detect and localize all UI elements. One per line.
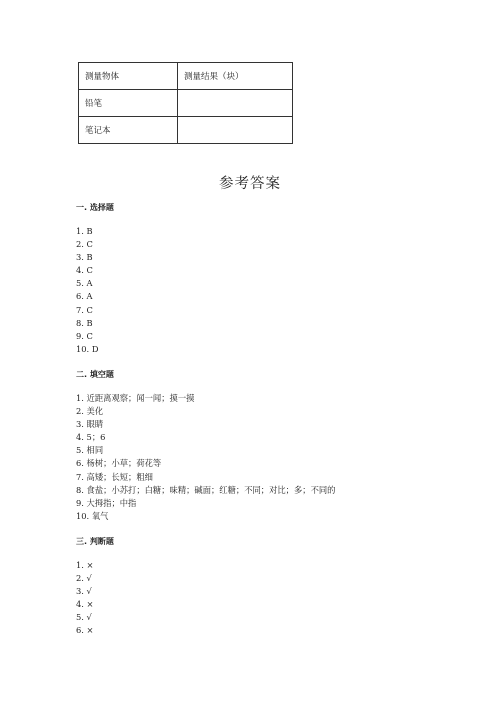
list-item: 4. 5；6 — [76, 432, 106, 443]
table-row — [79, 90, 293, 117]
list-item: 6. A — [76, 291, 93, 302]
section-heading: 二. 填空题 — [76, 370, 114, 379]
list-item: 5. A — [76, 278, 93, 289]
list-item: 1. B — [76, 226, 93, 236]
list-item: 8. B — [76, 317, 93, 328]
list-item: 7. 高矮；长短；粗细 — [76, 471, 153, 482]
list-item: 3. 眼睛 — [76, 419, 104, 430]
list-item: 7. C — [76, 304, 93, 315]
list-item: 4. C — [76, 265, 93, 276]
list-item: 6. 杨树；小草；荷花等 — [76, 458, 162, 469]
table-header-row — [79, 63, 293, 90]
table-cell — [178, 117, 293, 144]
answer-list — [76, 559, 94, 638]
list-item: 3. B — [76, 252, 93, 263]
list-item: 3. √ — [76, 586, 92, 597]
answer-title: 参考答案 — [219, 176, 281, 192]
answer-list — [76, 225, 98, 356]
list-item: 10. D — [76, 343, 99, 354]
list-item: 8. 食盐；小苏打；白糖；味精；碱面；红糖；不同；对比；多；不同的 — [76, 484, 336, 495]
list-item: 9. C — [76, 330, 93, 341]
list-item: 5. √ — [76, 612, 92, 623]
table-row — [79, 117, 293, 144]
list-item: 2. 美化 — [76, 406, 104, 417]
list-item: 5. 相同 — [76, 445, 104, 456]
table-cell — [178, 90, 293, 117]
table-header-cell: 测量结果（块） — [178, 63, 293, 90]
list-item: 2. C — [76, 239, 93, 250]
list-item: 2. √ — [76, 573, 92, 584]
answer-list — [76, 392, 335, 523]
table-header-cell: 测量物体 — [79, 63, 178, 90]
measurement-table — [78, 62, 293, 144]
list-item: 10. 氧气 — [76, 510, 109, 521]
list-item: 1. 近距离观察；闻一闻；摸一摸 — [76, 393, 195, 403]
section-heading: 一. 选择题 — [76, 203, 114, 212]
list-item: 6. × — [76, 625, 94, 636]
table-cell: 铅笔 — [79, 90, 178, 117]
list-item: 4. × — [76, 599, 94, 610]
list-item: 1. × — [76, 560, 94, 570]
table-cell: 笔记本 — [79, 117, 178, 144]
list-item: 9. 大拇指；中指 — [76, 497, 137, 508]
section-heading: 三. 判断题 — [76, 537, 114, 546]
